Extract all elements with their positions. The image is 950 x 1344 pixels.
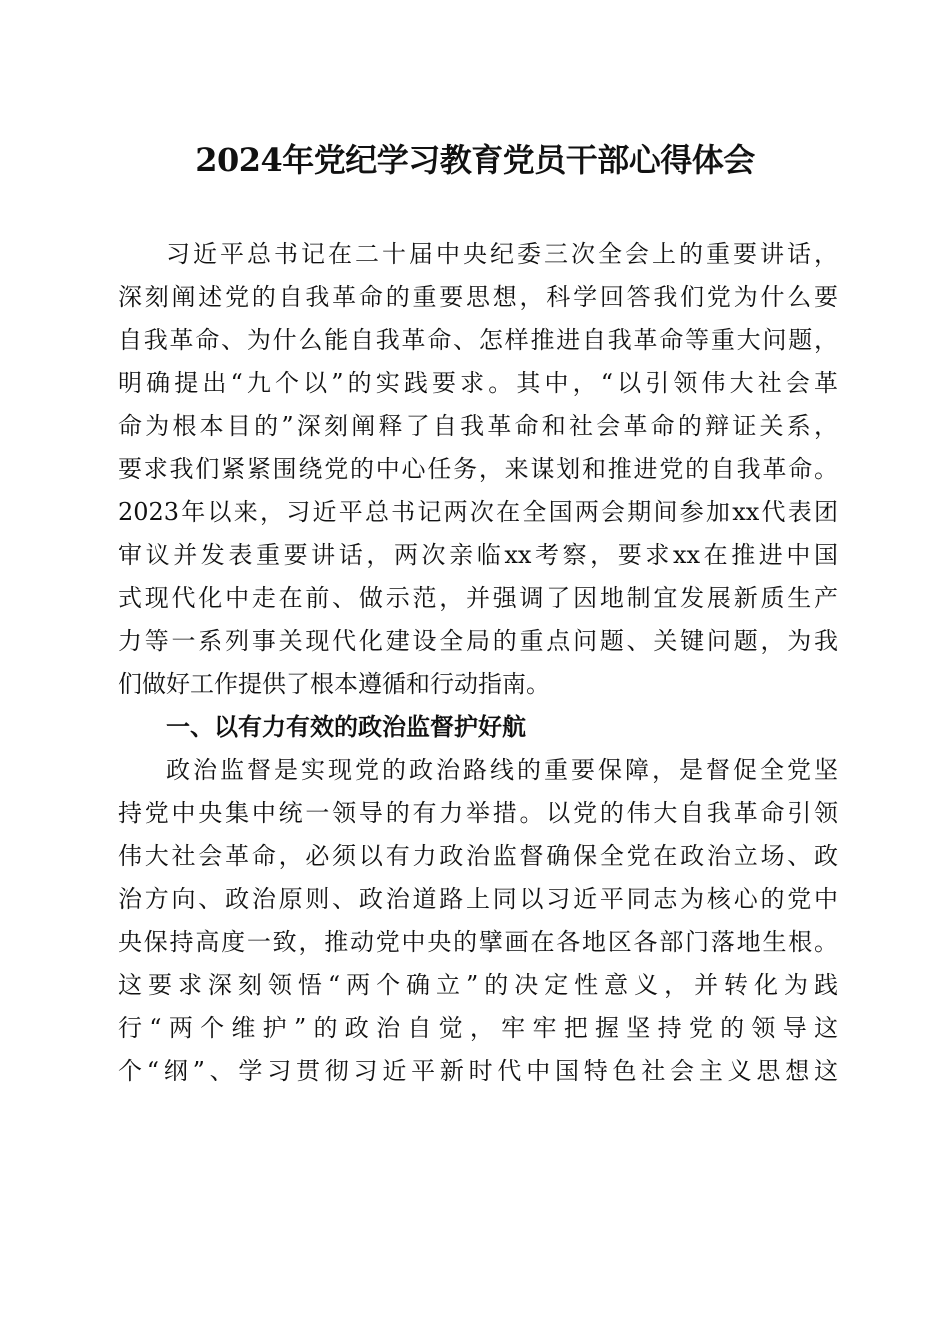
paragraph-2-line-2: 持党中央集中统一领导的有力举措。以党的伟大自我革命引领 <box>118 799 838 827</box>
paragraph-2-line-7: 行“两个维护”的政治自觉，牢牢把握坚持党的领导这 <box>118 1014 838 1042</box>
paragraph-1-line-1: 习近平总书记在二十届中央纪委三次全会上的重要讲话， <box>166 240 838 268</box>
document-title: 2024年党纪学习教育党员干部心得体会 <box>195 141 755 179</box>
paragraph-1-line-8: 审议并发表重要讲话，两次亲临xx考察，要求xx在推进中国 <box>118 541 838 569</box>
paragraph-2-line-1: 政治监督是实现党的政治路线的重要保障，是督促全党坚 <box>166 756 838 784</box>
paragraph-1-line-3: 自我革命、为什么能自我革命、怎样推进自我革命等重大问题， <box>118 326 838 354</box>
paragraph-1-line-10: 力等一系列事关现代化建设全局的重点问题、关键问题，为我 <box>118 627 838 655</box>
paragraph-1-line-4: 明确提出“九个以”的实践要求。其中，“以引领伟大社会革 <box>118 369 838 397</box>
section-heading-1: 一、以有力有效的政治监督护好航 <box>166 713 526 741</box>
paragraph-1-line-9: 式现代化中走在前、做示范，并强调了因地制宜发展新质生产 <box>118 584 838 612</box>
paragraph-2-line-4: 治方向、政治原则、政治道路上同以习近平同志为核心的党中 <box>118 885 838 913</box>
paragraph-2-line-3: 伟大社会革命，必须以有力政治监督确保全党在政治立场、政 <box>118 842 838 870</box>
paragraph-2-line-6: 这要求深刻领悟“两个确立”的决定性意义，并转化为践 <box>118 971 838 999</box>
paragraph-2-line-5: 央保持高度一致，推动党中央的擘画在各地区各部门落地生根。 <box>118 928 838 956</box>
paragraph-1-line-7: 2023年以来，习近平总书记两次在全国两会期间参加xx代表团 <box>118 498 838 526</box>
paragraph-2-line-8: 个“纲”、学习贯彻习近平新时代中国特色社会主义思想这 <box>118 1057 838 1085</box>
paragraph-1-line-5: 命为根本目的”深刻阐释了自我革命和社会革命的辩证关系， <box>118 412 838 440</box>
paragraph-1-line-11: 们做好工作提供了根本遵循和行动指南。 <box>118 670 550 698</box>
paragraph-1-line-6: 要求我们紧紧围绕党的中心任务，来谋划和推进党的自我革命。 <box>118 455 838 483</box>
paragraph-1-line-2: 深刻阐述党的自我革命的重要思想，科学回答我们党为什么要 <box>118 283 838 311</box>
